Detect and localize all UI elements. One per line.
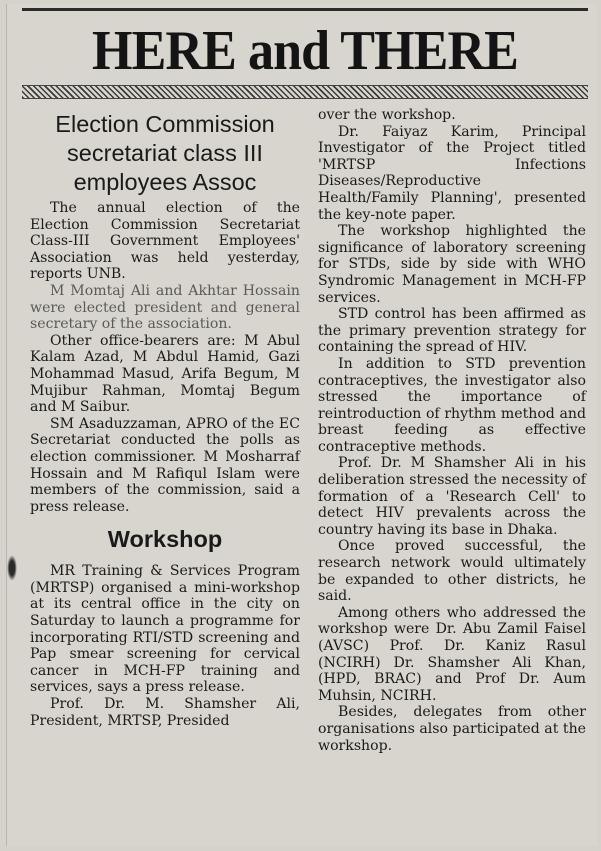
article2-paragraph: STD control has been affirmed as the primary prevention strategy for containing the spread of HIV.: [318, 306, 586, 356]
article1-paragraph: SM Asaduzzaman, APRO of the EC Secretariat conducted the polls as election commissioner. M Mosharraf Hossain and M Rafiqul Islam were members of the commission, said a press release.: [30, 415, 300, 515]
article2-paragraph: Dr. Faiyaz Karim, Principal Investigator of the Project titled 'MRTSP Infections Diseases/Reproductive Health/Family Planning', presented the key-note paper.: [318, 123, 586, 223]
article2-continuation: over the workshop.: [318, 107, 456, 123]
article2-paragraph: Among others who addressed the workshop were Dr. Abu Zamil Faisel (AVSC) Prof. Dr. Kaniz Rasul (NCIRH) Dr. Shamsher Ali Khan, (HPD, BRAC) and Prof Dr. Aum Muhsin, NCIRH.: [318, 604, 586, 704]
masthead-hatch-rule: [22, 85, 588, 99]
article2-paragraph: In addition to STD prevention contraceptives, the investigator also stressed the importance of reintroduction of rhythm method and breast feeding as effective contraceptive methods.: [318, 355, 586, 455]
article2-paragraph: Once proved successful, the research network would ultimately be expanded to other districts, he said.: [318, 538, 586, 605]
article1-headline: Election Commission secretariat class III employees Assoc: [55, 111, 275, 195]
article2-paragraph: The workshop highlighted the significance of laboratory screening for STDs, side by side with WHO Syndromic Management in MCH-FP services.: [318, 223, 586, 306]
right-column: [318, 107, 586, 754]
article2-paragraph: Besides, delegates from other organisations also participated at the workshop.: [318, 704, 586, 754]
article1-paragraph: M Momtaj Ali and Akhtar Hossain were elected president and general secretary of the association.: [30, 282, 300, 333]
article1-paragraph: Other office-bearers are: M Abul Kalam Azad, M Abdul Hamid, Gazi Mohammad Masud, Arifa Begum, M Mujibur Rahman, Momtaj Begum and M Saibur.: [30, 332, 300, 416]
left-column: [30, 110, 300, 729]
article2-paragraph: Prof. Dr. M. Shamsher Ali, President, MRTSP, Presided: [30, 696, 300, 729]
article2-paragraph: Prof. Dr. M Shamsher Ali in his deliberation stressed the necessity of formation of a 'Research Cell' to detect HIV prevalents across the country having its base in Dhaka.: [318, 455, 586, 538]
article1-paragraph: The annual election of the Election Commission Secretariat Class-III Government Employees' Association was held yesterday, reports UNB.: [30, 200, 300, 283]
masthead-title: HERE and THERE: [92, 20, 518, 82]
paper-hole-mark: [7, 555, 17, 581]
masthead: [22, 8, 588, 99]
article2-paragraph: MR Training & Services Program (MRTSP) organised a mini-workshop at its central office in the city on Saturday to launch a programme for incorporating RTI/STD screening and Pap smear screening for cervical cancer in MCH-FP training and services, says a press release.: [30, 563, 300, 696]
article2-headline: Workshop: [107, 526, 223, 553]
